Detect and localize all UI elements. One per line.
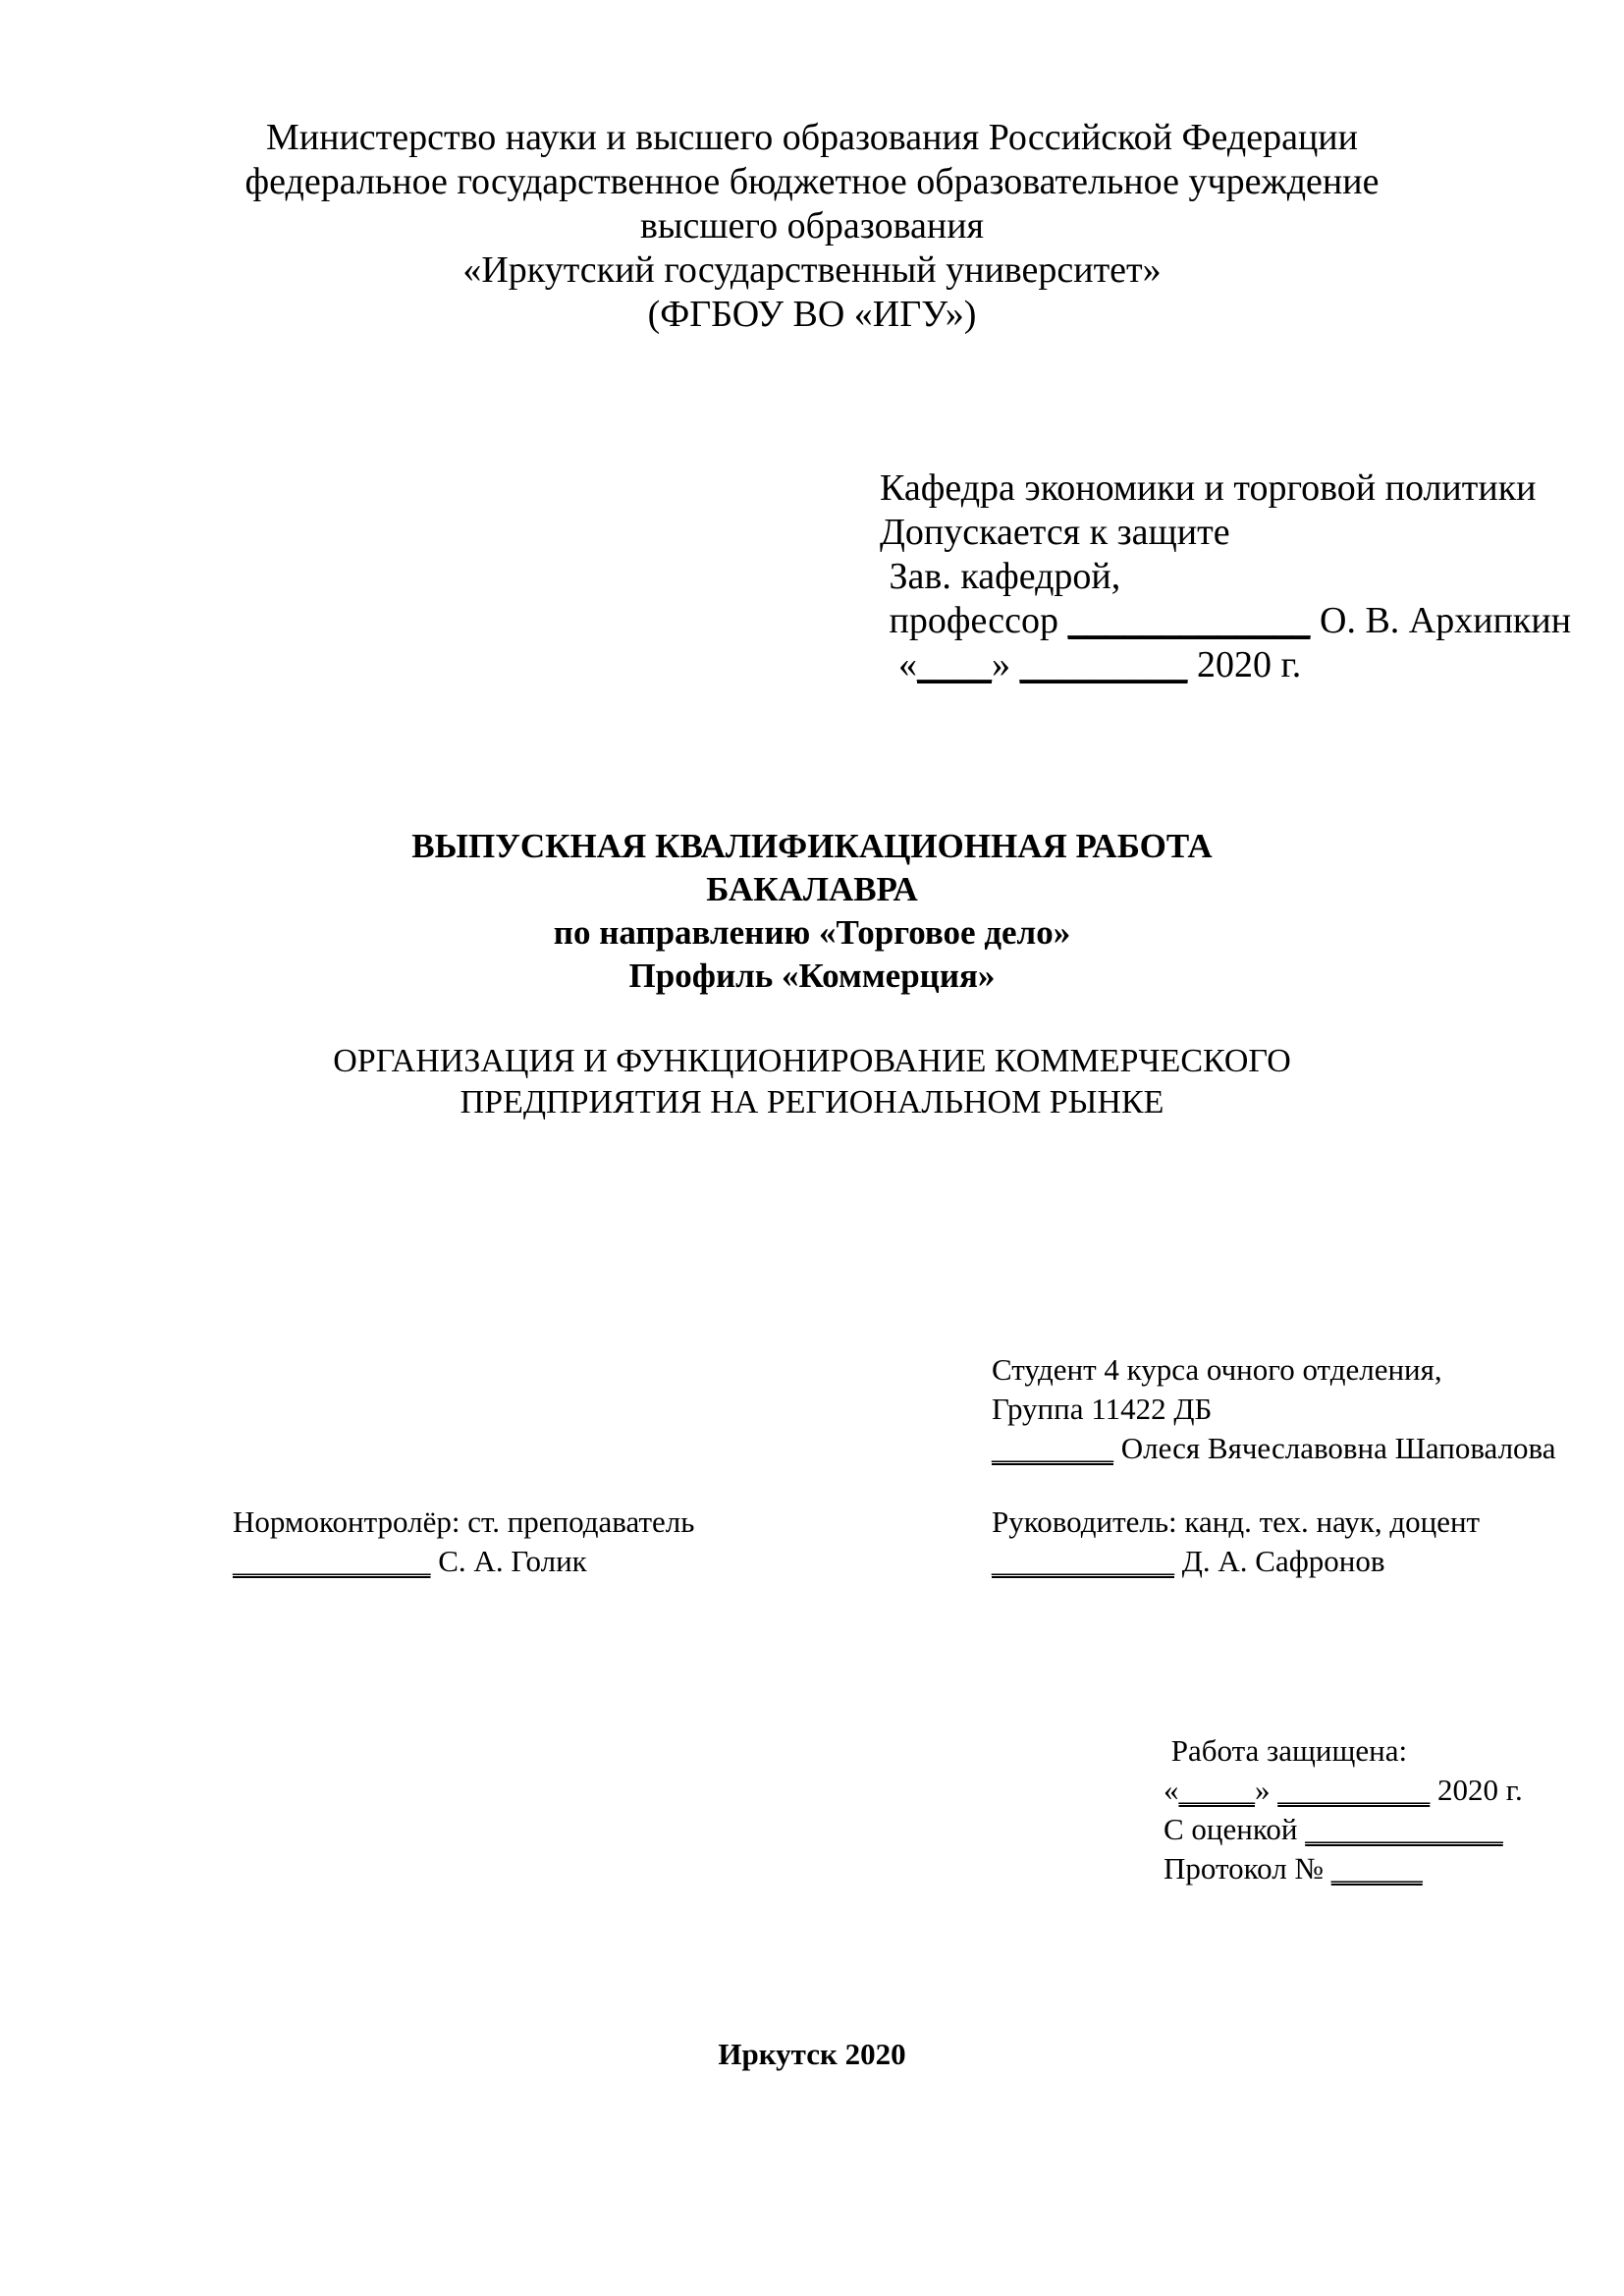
supervisor-block: [992, 1503, 1480, 1581]
normcontrol-name: С. А. Голик: [430, 1544, 587, 1578]
city-year-footer: Иркутск 2020: [718, 2037, 906, 2071]
protocol-label: Протокол №: [1164, 1851, 1331, 1886]
protocol-line: [1164, 1849, 1523, 1888]
student-block: [992, 1350, 1556, 1468]
grade-label: С оценкой: [1164, 1812, 1306, 1846]
topic-line: ПРЕДПРИЯТИЯ НА РЕГИОНАЛЬНОМ РЫНКЕ: [460, 1084, 1164, 1121]
date-year: 2020 г.: [1187, 644, 1302, 685]
professor-label: профессор: [880, 600, 1068, 641]
defense-date-open-quote: «: [1164, 1773, 1179, 1807]
defense-date-month-blank: __________: [1277, 1773, 1431, 1807]
head-title: Зав. кафедрой,: [880, 556, 1121, 597]
institution-type-line: федеральное государственное бюджетное образовательное учреждение: [244, 161, 1380, 202]
supervisor-title: Руководитель: канд. тех. наук, доцент: [992, 1504, 1481, 1539]
admission-note: Допускается к защите: [880, 512, 1230, 553]
approval-date-line: [880, 643, 1571, 687]
student-signature-blank: ________: [992, 1431, 1113, 1465]
student-group: Группа 11422 ДБ: [992, 1392, 1213, 1426]
defense-date-close-quote: »: [1255, 1773, 1278, 1807]
student-name: Олеся Вячеславовна Шаповалова: [1113, 1431, 1556, 1465]
defense-date-year: 2020 г.: [1430, 1773, 1523, 1807]
normcontrol-block: [233, 1503, 694, 1581]
university-abbreviation: (ФГБОУ ВО «ИГУ»): [647, 294, 977, 335]
thesis-direction-line: по направлению «Торговое дело»: [553, 913, 1071, 952]
professor-name: О. В. Архипкин: [1310, 600, 1572, 641]
protocol-blank: ______: [1330, 1851, 1423, 1886]
normcontrol-signature-blank: _____________: [233, 1544, 431, 1578]
normcontrol-title: Нормоконтролёр: ст. преподаватель: [233, 1504, 695, 1539]
defense-date-line: [1164, 1771, 1523, 1810]
ministry-header: [196, 116, 1428, 337]
date-close-quote: »: [992, 644, 1020, 685]
topic-line: ОРГАНИЗАЦИЯ И ФУНКЦИОНИРОВАНИЕ КОММЕРЧЕСКОГО: [333, 1043, 1291, 1079]
department-approval-block: [880, 466, 1571, 687]
professor-signature-blank: _____________: [1067, 600, 1311, 641]
thesis-type-line: ВЫПУСКНАЯ КВАЛИФИКАЦИОННАЯ РАБОТА: [411, 827, 1213, 865]
department-name: Кафедра экономики и торговой политики: [880, 467, 1537, 509]
education-level-line: высшего образования: [639, 205, 985, 246]
thesis-degree-line: БАКАЛАВРА: [706, 870, 918, 908]
student-signature-line: [992, 1429, 1556, 1468]
grade-blank: _____________: [1305, 1812, 1503, 1846]
defense-block: [1164, 1731, 1523, 1888]
professor-signature-line: [880, 599, 1571, 643]
ministry-line: Министерство науки и высшего образования Российской Федерации: [266, 117, 1358, 158]
defense-title-text: Работа защищена:: [1170, 1733, 1408, 1768]
thesis-topic: [196, 1041, 1428, 1123]
date-month-blank: _________: [1019, 644, 1188, 685]
thesis-heading: [196, 825, 1428, 998]
date-open-quote: «: [880, 644, 917, 685]
supervisor-name: Д. А. Сафронов: [1174, 1544, 1385, 1578]
student-course: Студент 4 курса очного отделения,: [992, 1352, 1442, 1387]
defense-date-day-blank: _____: [1178, 1773, 1255, 1807]
date-day-blank: ____: [917, 644, 992, 685]
normcontrol-signature-line: [233, 1542, 694, 1581]
grade-line: [1164, 1810, 1523, 1849]
defense-title: [1164, 1731, 1523, 1771]
supervisor-signature-line: [992, 1542, 1480, 1581]
supervisor-signature-blank: ____________: [992, 1544, 1174, 1578]
thesis-profile-line: Профиль «Коммерция»: [628, 957, 996, 995]
university-name: «Иркутский государственный университет»: [462, 249, 1162, 291]
